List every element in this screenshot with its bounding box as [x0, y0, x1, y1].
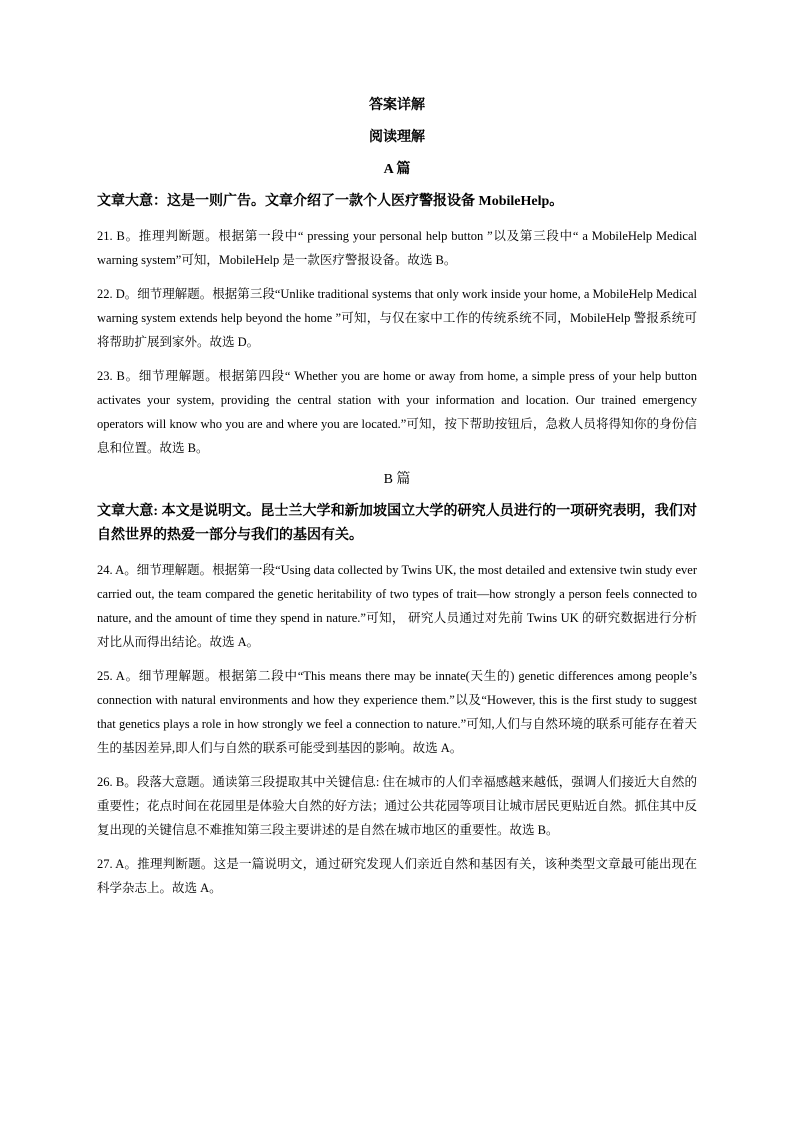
section-subtitle: 阅读理解	[369, 130, 425, 145]
section-a-heading: A 篇	[383, 162, 411, 177]
answer-26: 26. B。段落大意题。通读第三段提取其中关键信息: 住在城市的人们幸福感越来越低，强调人们接近大自然的重要性；花点时间在花园里是体验大自然的好方法；通过公共花园等项目让城市居民更贴近自然。抓住其中反复出现的关键信息不难推知第三段主要讲述的是自然在城市地区的重要性。故选 B。	[97, 775, 698, 837]
answer-sheet	[97, 96, 697, 910]
section-a-summary: 文章大意：这是一则广告。文章介绍了一款个人医疗警报设备 MobileHelp。	[97, 194, 564, 209]
answer-22: 22. D。细节理解题。根据第三段“Unlike traditional systems that only work inside your home, a MobileHelp Medical warning system extends help beyond the home ”可知，与仅在家中工作的传统系统不同，MobileHelp 警报系统可将帮助扩展到家外。故选 D。	[97, 287, 697, 349]
answer-21: 21. B。推理判断题。根据第一段中“ pressing your personal help button ”以及第三段中“ a MobileHelp Medical warning system”可知，MobileHelp 是一款医疗警报设备。故选 B。	[97, 229, 697, 267]
answer-27: 27. A。推理判断题。这是一篇说明文，通过研究发现人们亲近自然和基因有关，该种类型文章最可能出现在科学杂志上。故选 A。	[97, 857, 697, 895]
page-title: 答案详解	[369, 98, 425, 113]
answer-23: 23. B。细节理解题。根据第四段“ Whether you are home or away from home, a simple press of your help button activates your system, providing the central station with your information and location. Our trained emergency operators will know who you are and where you are located.”可知，按下帮助按钮后，急救人员将得知你的身份信息和位置。故选 B。	[97, 369, 697, 455]
answer-25: 25. A。细节理解题。根据第二段中“This means there may be innate(天生的) genetic differences among people’s connection with natural environments and how they experience them.”以及“However, this is the first study to suggest that genetics plays a role in how strongly we feel a connection to nature.”可知,人们与自然环境的联系可能存在着天生的基因差异,即人们与自然的联系可能受到基因的影响。故选 A。	[97, 669, 697, 755]
section-b-heading: B 篇	[383, 472, 411, 487]
section-b-summary: 文章大意: 本文是说明文。昆士兰大学和新加坡国立大学的研究人员进行的一项研究表明，我们对自然世界的热爱一部分与我们的基因有关。	[97, 504, 697, 543]
answer-24: 24. A。细节理解题。根据第一段“Using data collected by Twins UK, the most detailed and extensive twin study ever carried out, the team compared the genetic heritability of two types of trait—how strongly a person feels connected to nature, and the amount of time they spend in nature.”可知， 研究人员通过对先前 Twins UK 的研究数据进行分析对比从而得出结论。故选 A。	[97, 563, 697, 649]
